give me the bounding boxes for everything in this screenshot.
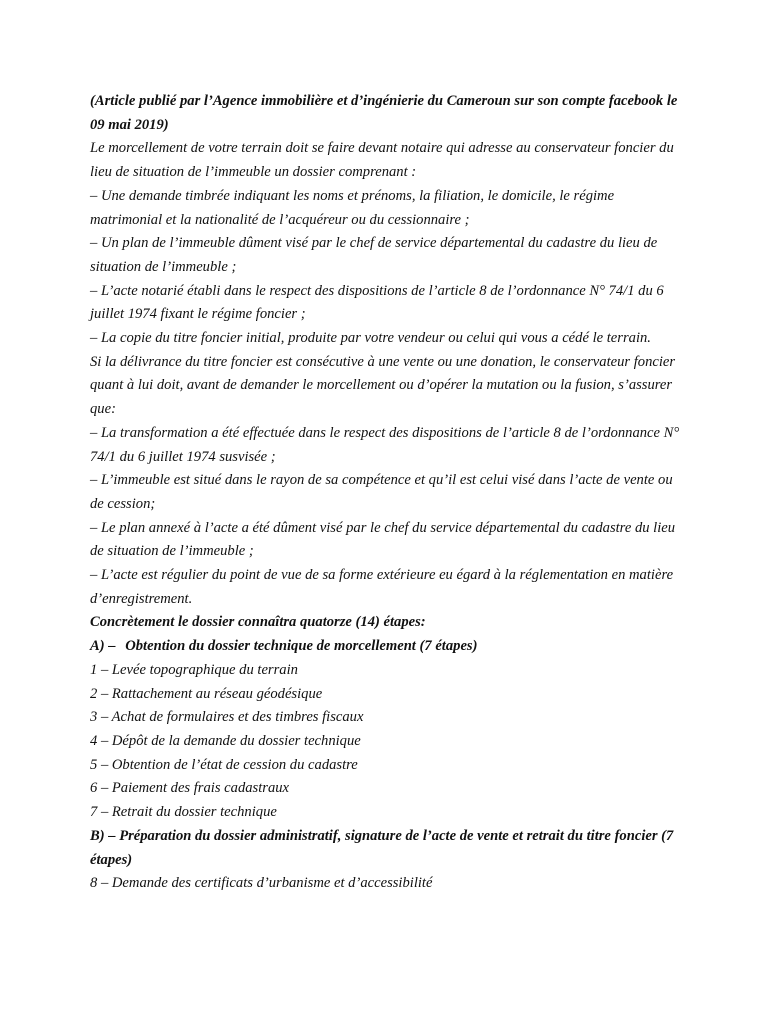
conservateur-item: – La transformation a été effectuée dans le respect des dispositions de l’article 8 de l’ordonnance N° 74/1 du 6 juillet 1974 susvisée ; [90,424,680,465]
section-a-prefix: A) – [90,638,116,655]
conservateur-paragraph: Si la délivrance du titre foncier est consécutive à une vente ou une donation, le conservateur foncier quant à lui doit, avant de demander le morcellement ou d’opérer la mutation ou la fusion, s’assurer que: [90,353,676,418]
section-a-heading [90,635,684,659]
step-item: 7 – Retrait du dossier technique [90,804,277,821]
conservateur-item: – L’immeuble est situé dans le rayon de sa compétence et qu’il est celui visé dans l’acte de vente ou de cession; [90,472,673,512]
conservateur-item: – Le plan annexé à l’acte a été dûment visé par le chef du service départemental du cadastre du lieu de situation de l’immeuble ; [90,519,676,560]
section-a-title: Obtention du dossier technique de morcellement (7 étapes) [125,638,478,655]
section-b-heading: B) – Préparation du dossier administratif, signature de l’acte de vente et retrait du titre foncier (7 étapes) [90,827,674,868]
conservateur-item: – L’acte est régulier du point de vue de sa forme extérieure eu égard à la réglementation en matière d’enregistrement. [90,567,674,607]
dossier-item: – L’acte notarié établi dans le respect des dispositions de l’article 8 de l’ordonnance N° 74/1 du 6 juillet 1974 fixant le régime foncier ; [90,282,664,323]
step-item: 4 – Dépôt de la demande du dossier technique [90,732,361,749]
dossier-item: – Une demande timbrée indiquant les noms et prénoms, la filiation, le domicile, le régime matrimonial et la nationalité de l’acquéreur ou du cessionnaire ; [90,187,615,228]
step-item: 2 – Rattachement au réseau géodésique [90,685,323,702]
steps-intro: Concrètement le dossier connaîtra quatorze (14) étapes: [90,614,426,631]
step-item: 8 – Demande des certificats d’urbanisme et d’accessibilité [90,875,433,892]
step-item: 5 – Obtention de l’état de cession du cadastre [90,756,358,773]
step-item: 1 – Levée topographique du terrain [90,661,298,678]
step-item: 6 – Paiement des frais cadastraux [90,780,290,797]
intro-paragraph: Le morcellement de votre terrain doit se faire devant notaire qui adresse au conservateur foncier du lieu de situation de l’immeuble un dossier comprenant : [90,140,674,181]
source-note: (Article publié par l’Agence immobilière et d’ingénierie du Cameroun sur son compte facebook le 09 mai 2019) [90,93,678,133]
document-page [90,90,684,896]
dossier-item: – Un plan de l’immeuble dûment visé par le chef de service départemental du cadastre du lieu de situation de l’immeuble ; [90,235,658,275]
dossier-item: – La copie du titre foncier initial, produite par votre vendeur ou celui qui vous a cédé le terrain. [90,330,651,347]
step-item: 3 – Achat de formulaires et des timbres fiscaux [90,709,364,726]
